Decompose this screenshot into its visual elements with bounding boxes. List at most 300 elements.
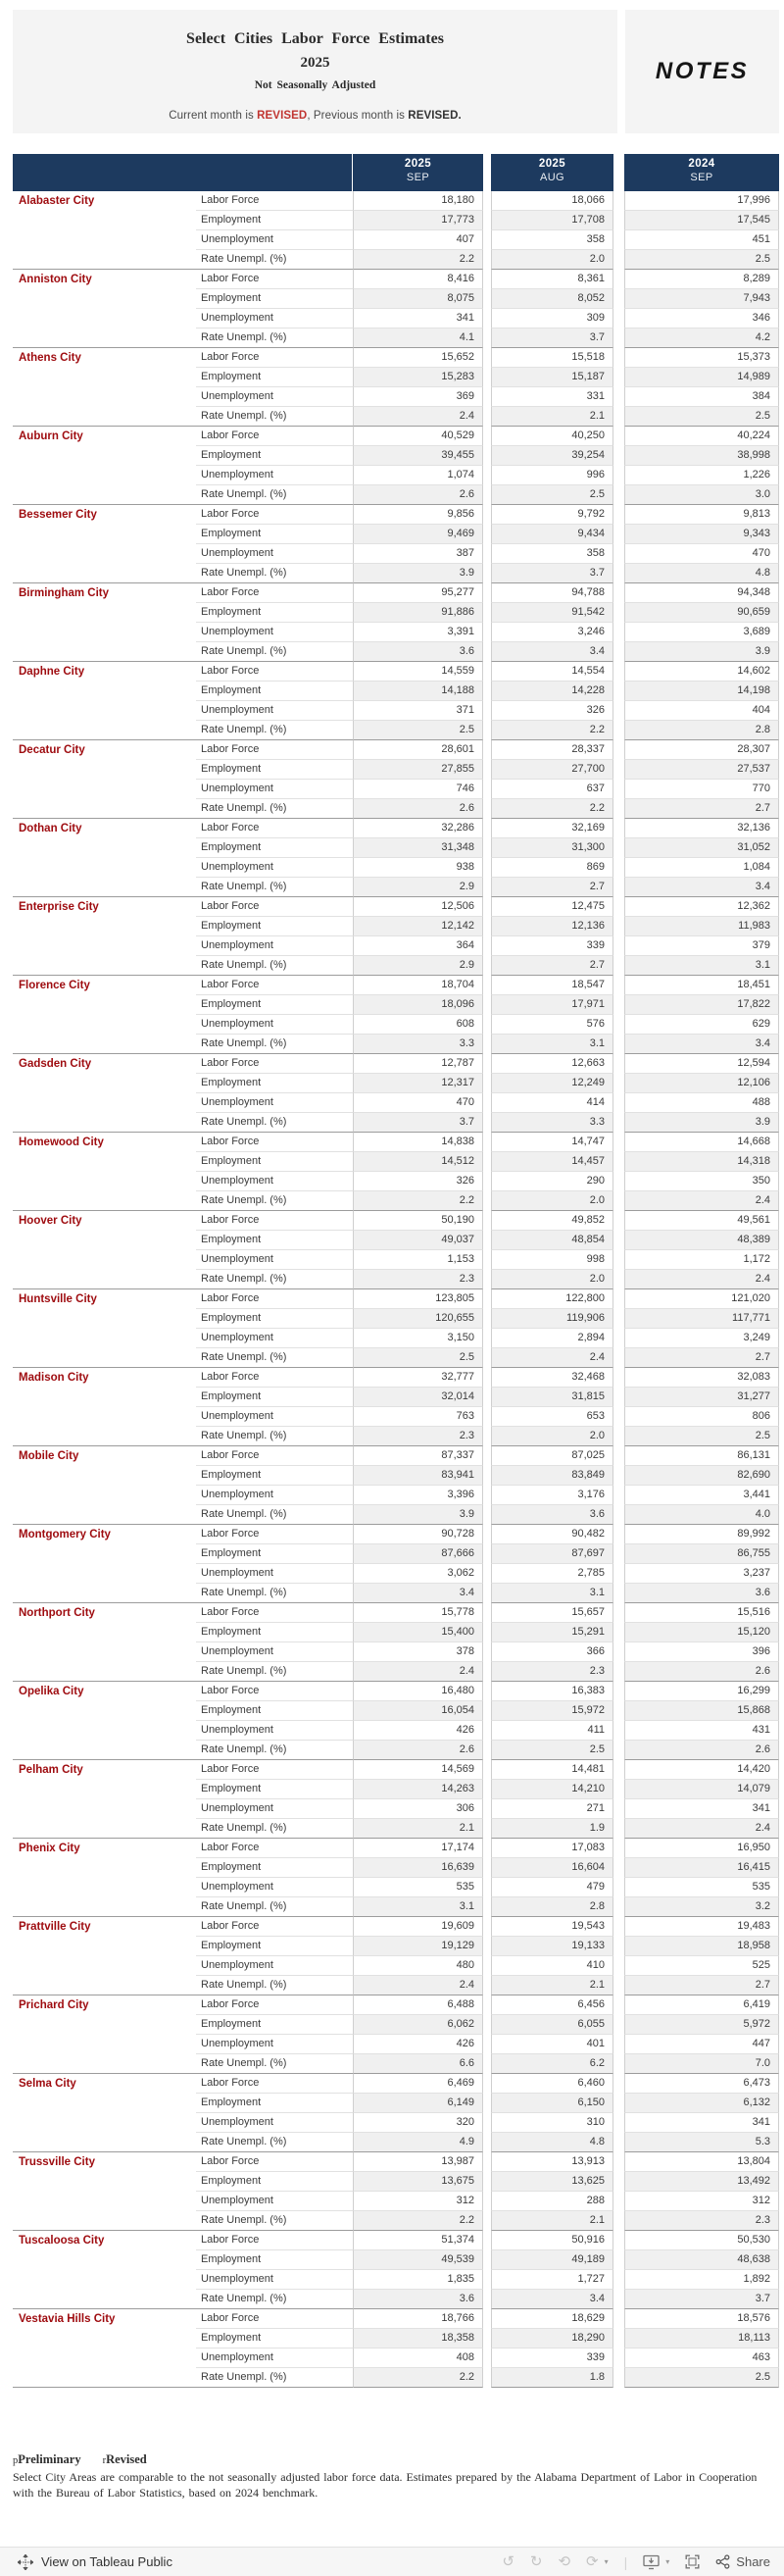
value-cell[interactable]: 1,892 [624, 2270, 779, 2290]
metric-label[interactable]: Unemployment [196, 1015, 353, 1035]
value-cell[interactable]: 576 [491, 1015, 613, 1035]
value-cell[interactable]: 16,383 [491, 1682, 613, 1701]
value-cell[interactable]: 14,512 [353, 1152, 483, 1172]
metric-label[interactable]: Labor Force [196, 191, 353, 211]
metric-label[interactable]: Unemployment [196, 1721, 353, 1741]
value-cell[interactable]: 12,663 [491, 1054, 613, 1074]
value-cell[interactable]: 19,609 [353, 1917, 483, 1937]
value-cell[interactable]: 14,481 [491, 1760, 613, 1780]
value-cell[interactable]: 1,226 [624, 466, 779, 485]
value-cell[interactable]: 18,358 [353, 2329, 483, 2349]
value-cell[interactable]: 1,153 [353, 1250, 483, 1270]
value-cell[interactable]: 16,604 [491, 1858, 613, 1878]
value-cell[interactable]: 379 [624, 936, 779, 956]
value-cell[interactable]: 6,488 [353, 1995, 483, 2015]
value-cell[interactable]: 2,785 [491, 1564, 613, 1584]
value-cell[interactable]: 1,727 [491, 2270, 613, 2290]
value-cell[interactable]: 14,602 [624, 662, 779, 682]
value-cell[interactable]: 11,983 [624, 917, 779, 936]
metric-label[interactable]: Rate Unempl. (%) [196, 2211, 353, 2231]
value-cell[interactable]: 18,629 [491, 2309, 613, 2329]
value-cell[interactable]: 2.4 [353, 407, 483, 427]
city-name[interactable]: Alabaster City [13, 191, 196, 270]
value-cell[interactable]: 3.7 [491, 328, 613, 348]
value-cell[interactable]: 40,529 [353, 427, 483, 446]
value-cell[interactable]: 407 [353, 230, 483, 250]
metric-label[interactable]: Rate Unempl. (%) [196, 564, 353, 583]
metric-label[interactable]: Rate Unempl. (%) [196, 1348, 353, 1368]
value-cell[interactable]: 2.5 [491, 1741, 613, 1760]
value-cell[interactable]: 12,136 [491, 917, 613, 936]
metric-label[interactable]: Labor Force [196, 1133, 353, 1152]
value-cell[interactable]: 14,668 [624, 1133, 779, 1152]
value-cell[interactable]: 32,468 [491, 1368, 613, 1388]
value-cell[interactable]: 15,868 [624, 1701, 779, 1721]
value-cell[interactable]: 341 [353, 309, 483, 328]
value-cell[interactable]: 15,657 [491, 1603, 613, 1623]
value-cell[interactable]: 18,958 [624, 1937, 779, 1956]
value-cell[interactable]: 27,855 [353, 760, 483, 780]
metric-label[interactable]: Unemployment [196, 544, 353, 564]
value-cell[interactable]: 50,530 [624, 2231, 779, 2250]
value-cell[interactable]: 3.9 [353, 1505, 483, 1525]
value-cell[interactable]: 3.9 [624, 642, 779, 662]
value-cell[interactable]: 14,420 [624, 1760, 779, 1780]
metric-label[interactable]: Rate Unempl. (%) [196, 878, 353, 897]
value-cell[interactable]: 366 [491, 1642, 613, 1662]
value-cell[interactable]: 447 [624, 2035, 779, 2054]
value-cell[interactable]: 339 [491, 936, 613, 956]
value-cell[interactable]: 410 [491, 1956, 613, 1976]
metric-label[interactable]: Unemployment [196, 1486, 353, 1505]
download-caret-icon[interactable]: ▾ [665, 2557, 670, 2566]
value-cell[interactable]: 15,187 [491, 368, 613, 387]
value-cell[interactable]: 411 [491, 1721, 613, 1741]
value-cell[interactable]: 2.0 [491, 250, 613, 270]
value-cell[interactable]: 326 [491, 701, 613, 721]
value-cell[interactable]: 387 [353, 544, 483, 564]
value-cell[interactable]: 350 [624, 1172, 779, 1191]
value-cell[interactable]: 31,052 [624, 838, 779, 858]
metric-label[interactable]: Unemployment [196, 2270, 353, 2290]
value-cell[interactable]: 8,075 [353, 289, 483, 309]
metric-label[interactable]: Employment [196, 682, 353, 701]
value-cell[interactable]: 27,700 [491, 760, 613, 780]
metric-label[interactable]: Employment [196, 2015, 353, 2035]
value-cell[interactable]: 90,728 [353, 1525, 483, 1544]
value-cell[interactable]: 326 [353, 1172, 483, 1191]
value-cell[interactable]: 2.6 [624, 1662, 779, 1682]
city-name[interactable]: Prattville City [13, 1917, 196, 1995]
value-cell[interactable]: 15,972 [491, 1701, 613, 1721]
value-cell[interactable]: 9,469 [353, 525, 483, 544]
city-name[interactable]: Enterprise City [13, 897, 196, 976]
fullscreen-button[interactable] [685, 2554, 700, 2569]
metric-label[interactable]: Labor Force [196, 1525, 353, 1544]
metric-label[interactable]: Labor Force [196, 2309, 353, 2329]
value-cell[interactable]: 6,132 [624, 2094, 779, 2113]
value-cell[interactable]: 3.7 [491, 564, 613, 583]
metric-label[interactable]: Employment [196, 1466, 353, 1486]
value-cell[interactable]: 2.5 [624, 407, 779, 427]
value-cell[interactable]: 5.3 [624, 2133, 779, 2152]
value-cell[interactable]: 15,778 [353, 1603, 483, 1623]
metric-label[interactable]: Labor Force [196, 505, 353, 525]
value-cell[interactable]: 339 [491, 2349, 613, 2368]
value-cell[interactable]: 8,361 [491, 270, 613, 289]
value-cell[interactable]: 2.4 [353, 1662, 483, 1682]
city-name[interactable]: Athens City [13, 348, 196, 427]
value-cell[interactable]: 14,188 [353, 682, 483, 701]
metric-label[interactable]: Labor Force [196, 976, 353, 995]
value-cell[interactable]: 341 [624, 1799, 779, 1819]
value-cell[interactable]: 6,473 [624, 2074, 779, 2094]
value-cell[interactable]: 14,457 [491, 1152, 613, 1172]
value-cell[interactable]: 15,652 [353, 348, 483, 368]
metric-label[interactable]: Labor Force [196, 427, 353, 446]
value-cell[interactable]: 763 [353, 1407, 483, 1427]
city-name[interactable]: Gadsden City [13, 1054, 196, 1133]
value-cell[interactable]: 3.1 [491, 1035, 613, 1054]
value-cell[interactable]: 806 [624, 1407, 779, 1427]
metric-label[interactable]: Unemployment [196, 936, 353, 956]
value-cell[interactable]: 2.8 [491, 1897, 613, 1917]
value-cell[interactable]: 18,766 [353, 2309, 483, 2329]
value-cell[interactable]: 14,263 [353, 1780, 483, 1799]
value-cell[interactable]: 49,539 [353, 2250, 483, 2270]
value-cell[interactable]: 48,854 [491, 1231, 613, 1250]
value-cell[interactable]: 535 [353, 1878, 483, 1897]
value-cell[interactable]: 13,492 [624, 2172, 779, 2192]
value-cell[interactable]: 312 [624, 2192, 779, 2211]
value-cell[interactable]: 28,601 [353, 740, 483, 760]
value-cell[interactable]: 14,838 [353, 1133, 483, 1152]
metric-label[interactable]: Employment [196, 289, 353, 309]
metric-label[interactable]: Unemployment [196, 780, 353, 799]
value-cell[interactable]: 2.2 [353, 250, 483, 270]
metric-label[interactable]: Rate Unempl. (%) [196, 1427, 353, 1446]
metric-label[interactable]: Rate Unempl. (%) [196, 1819, 353, 1839]
value-cell[interactable]: 637 [491, 780, 613, 799]
metric-label[interactable]: Rate Unempl. (%) [196, 1976, 353, 1995]
value-cell[interactable]: 371 [353, 701, 483, 721]
value-cell[interactable]: 369 [353, 387, 483, 407]
metric-label[interactable]: Employment [196, 1780, 353, 1799]
value-cell[interactable]: 31,277 [624, 1388, 779, 1407]
value-cell[interactable]: 3.9 [353, 564, 483, 583]
metric-label[interactable]: Rate Unempl. (%) [196, 2133, 353, 2152]
value-cell[interactable]: 869 [491, 858, 613, 878]
metric-label[interactable]: Employment [196, 1858, 353, 1878]
value-cell[interactable]: 2.5 [624, 1427, 779, 1446]
value-cell[interactable]: 364 [353, 936, 483, 956]
metric-label[interactable]: Unemployment [196, 1250, 353, 1270]
metric-label[interactable]: Unemployment [196, 2349, 353, 2368]
metric-label[interactable]: Employment [196, 1937, 353, 1956]
value-cell[interactable]: 3.1 [491, 1584, 613, 1603]
value-cell[interactable]: 14,318 [624, 1152, 779, 1172]
value-cell[interactable]: 2.5 [353, 1348, 483, 1368]
city-name[interactable]: Opelika City [13, 1682, 196, 1760]
value-cell[interactable]: 2.7 [624, 1976, 779, 1995]
metric-label[interactable]: Labor Force [196, 662, 353, 682]
value-cell[interactable]: 17,822 [624, 995, 779, 1015]
value-cell[interactable]: 119,906 [491, 1309, 613, 1329]
value-cell[interactable]: 470 [624, 544, 779, 564]
metric-label[interactable]: Unemployment [196, 858, 353, 878]
value-cell[interactable]: 49,561 [624, 1211, 779, 1231]
value-cell[interactable]: 6,419 [624, 1995, 779, 2015]
metric-label[interactable]: Unemployment [196, 2113, 353, 2133]
refresh-button[interactable]: ⟳ [586, 2553, 599, 2570]
value-cell[interactable]: 18,066 [491, 191, 613, 211]
value-cell[interactable]: 2.0 [491, 1270, 613, 1289]
value-cell[interactable]: 401 [491, 2035, 613, 2054]
metric-label[interactable]: Rate Unempl. (%) [196, 250, 353, 270]
redo-button[interactable]: ↻ [529, 2553, 543, 2570]
value-cell[interactable]: 17,708 [491, 211, 613, 230]
value-cell[interactable]: 6.2 [491, 2054, 613, 2074]
value-cell[interactable]: 27,537 [624, 760, 779, 780]
metric-label[interactable]: Unemployment [196, 230, 353, 250]
value-cell[interactable]: 12,475 [491, 897, 613, 917]
value-cell[interactable]: 32,083 [624, 1368, 779, 1388]
city-name[interactable]: Tuscaloosa City [13, 2231, 196, 2309]
metric-label[interactable]: Rate Unempl. (%) [196, 1584, 353, 1603]
value-cell[interactable]: 38,998 [624, 446, 779, 466]
metric-label[interactable]: Unemployment [196, 1407, 353, 1427]
value-cell[interactable]: 14,228 [491, 682, 613, 701]
value-cell[interactable]: 14,554 [491, 662, 613, 682]
city-name[interactable]: Prichard City [13, 1995, 196, 2074]
metric-label[interactable]: Labor Force [196, 1839, 353, 1858]
value-cell[interactable]: 1,172 [624, 1250, 779, 1270]
city-name[interactable]: Montgomery City [13, 1525, 196, 1603]
metric-label[interactable]: Unemployment [196, 387, 353, 407]
value-cell[interactable]: 2.6 [353, 485, 483, 505]
value-cell[interactable]: 2.7 [624, 1348, 779, 1368]
city-name[interactable]: Vestavia Hills City [13, 2309, 196, 2388]
metric-label[interactable]: Labor Force [196, 1368, 353, 1388]
value-cell[interactable]: 94,348 [624, 583, 779, 603]
value-cell[interactable]: 31,300 [491, 838, 613, 858]
value-cell[interactable]: 18,180 [353, 191, 483, 211]
value-cell[interactable]: 1,835 [353, 2270, 483, 2290]
column-header-2025-sep[interactable] [353, 154, 483, 191]
value-cell[interactable]: 28,337 [491, 740, 613, 760]
value-cell[interactable]: 2.4 [624, 1819, 779, 1839]
metric-label[interactable]: Labor Force [196, 1054, 353, 1074]
metric-label[interactable]: Employment [196, 917, 353, 936]
value-cell[interactable]: 14,198 [624, 682, 779, 701]
city-name[interactable]: Anniston City [13, 270, 196, 348]
value-cell[interactable]: 90,482 [491, 1525, 613, 1544]
value-cell[interactable]: 6,460 [491, 2074, 613, 2094]
value-cell[interactable]: 3,396 [353, 1486, 483, 1505]
value-cell[interactable]: 535 [624, 1878, 779, 1897]
metric-label[interactable]: Employment [196, 760, 353, 780]
value-cell[interactable]: 31,348 [353, 838, 483, 858]
value-cell[interactable]: 2.5 [353, 721, 483, 740]
value-cell[interactable]: 17,545 [624, 211, 779, 230]
value-cell[interactable]: 13,804 [624, 2152, 779, 2172]
value-cell[interactable]: 426 [353, 2035, 483, 2054]
value-cell[interactable]: 17,773 [353, 211, 483, 230]
value-cell[interactable]: 15,291 [491, 1623, 613, 1642]
value-cell[interactable]: 32,777 [353, 1368, 483, 1388]
value-cell[interactable]: 9,856 [353, 505, 483, 525]
metric-label[interactable]: Employment [196, 1231, 353, 1250]
value-cell[interactable]: 2.7 [491, 956, 613, 976]
metric-label[interactable]: Employment [196, 368, 353, 387]
metric-label[interactable]: Employment [196, 2329, 353, 2349]
metric-label[interactable]: Employment [196, 1544, 353, 1564]
value-cell[interactable]: 83,941 [353, 1466, 483, 1486]
value-cell[interactable]: 14,747 [491, 1133, 613, 1152]
value-cell[interactable]: 31,815 [491, 1388, 613, 1407]
value-cell[interactable]: 12,787 [353, 1054, 483, 1074]
value-cell[interactable]: 608 [353, 1015, 483, 1035]
metric-label[interactable]: Labor Force [196, 1446, 353, 1466]
metric-label[interactable]: Rate Unempl. (%) [196, 1662, 353, 1682]
city-name[interactable]: Dothan City [13, 819, 196, 897]
value-cell[interactable]: 7,943 [624, 289, 779, 309]
undo-button[interactable]: ↺ [502, 2553, 514, 2570]
value-cell[interactable]: 1.8 [491, 2368, 613, 2388]
value-cell[interactable]: 17,971 [491, 995, 613, 1015]
value-cell[interactable]: 91,542 [491, 603, 613, 623]
value-cell[interactable]: 90,659 [624, 603, 779, 623]
value-cell[interactable]: 4.9 [353, 2133, 483, 2152]
metric-label[interactable]: Rate Unempl. (%) [196, 407, 353, 427]
metric-label[interactable]: Employment [196, 1309, 353, 1329]
value-cell[interactable]: 746 [353, 780, 483, 799]
metric-label[interactable]: Rate Unempl. (%) [196, 642, 353, 662]
value-cell[interactable]: 86,131 [624, 1446, 779, 1466]
value-cell[interactable]: 14,989 [624, 368, 779, 387]
value-cell[interactable]: 12,317 [353, 1074, 483, 1093]
value-cell[interactable]: 488 [624, 1093, 779, 1113]
value-cell[interactable]: 18,113 [624, 2329, 779, 2349]
value-cell[interactable]: 9,343 [624, 525, 779, 544]
value-cell[interactable]: 15,516 [624, 1603, 779, 1623]
value-cell[interactable]: 8,289 [624, 270, 779, 289]
metric-label[interactable]: Unemployment [196, 2035, 353, 2054]
value-cell[interactable]: 3.6 [491, 1505, 613, 1525]
value-cell[interactable]: 341 [624, 2113, 779, 2133]
value-cell[interactable]: 1.9 [491, 1819, 613, 1839]
metric-label[interactable]: Labor Force [196, 2152, 353, 2172]
metric-label[interactable]: Labor Force [196, 819, 353, 838]
metric-label[interactable]: Unemployment [196, 2192, 353, 2211]
value-cell[interactable]: 9,434 [491, 525, 613, 544]
value-cell[interactable]: 2.4 [624, 1270, 779, 1289]
value-cell[interactable]: 2.1 [491, 407, 613, 427]
value-cell[interactable]: 15,373 [624, 348, 779, 368]
metric-label[interactable]: Labor Force [196, 1682, 353, 1701]
value-cell[interactable]: 89,992 [624, 1525, 779, 1544]
value-cell[interactable]: 2.4 [491, 1348, 613, 1368]
metric-label[interactable]: Employment [196, 603, 353, 623]
download-button[interactable] [643, 2554, 660, 2570]
value-cell[interactable]: 3.4 [491, 2290, 613, 2309]
value-cell[interactable]: 12,142 [353, 917, 483, 936]
value-cell[interactable]: 426 [353, 1721, 483, 1741]
value-cell[interactable]: 2.5 [491, 485, 613, 505]
value-cell[interactable]: 13,675 [353, 2172, 483, 2192]
value-cell[interactable]: 6.6 [353, 2054, 483, 2074]
value-cell[interactable]: 16,480 [353, 1682, 483, 1701]
value-cell[interactable]: 7.0 [624, 2054, 779, 2074]
value-cell[interactable]: 998 [491, 1250, 613, 1270]
city-name[interactable]: Mobile City [13, 1446, 196, 1525]
value-cell[interactable]: 39,254 [491, 446, 613, 466]
city-name[interactable]: Huntsville City [13, 1289, 196, 1368]
metric-label[interactable]: Rate Unempl. (%) [196, 721, 353, 740]
metric-label[interactable]: Unemployment [196, 466, 353, 485]
value-cell[interactable]: 4.8 [491, 2133, 613, 2152]
value-cell[interactable]: 82,690 [624, 1466, 779, 1486]
value-cell[interactable]: 3.4 [491, 642, 613, 662]
value-cell[interactable]: 3,062 [353, 1564, 483, 1584]
value-cell[interactable]: 19,543 [491, 1917, 613, 1937]
metric-label[interactable]: Employment [196, 1388, 353, 1407]
value-cell[interactable]: 3,237 [624, 1564, 779, 1584]
value-cell[interactable]: 290 [491, 1172, 613, 1191]
view-on-tableau-public-link[interactable] [0, 2554, 172, 2570]
value-cell[interactable]: 288 [491, 2192, 613, 2211]
value-cell[interactable]: 14,210 [491, 1780, 613, 1799]
value-cell[interactable]: 40,224 [624, 427, 779, 446]
value-cell[interactable]: 2.7 [624, 799, 779, 819]
metric-label[interactable]: Unemployment [196, 1329, 353, 1348]
value-cell[interactable]: 3.1 [353, 1897, 483, 1917]
value-cell[interactable]: 2.3 [353, 1427, 483, 1446]
city-name[interactable]: Pelham City [13, 1760, 196, 1839]
value-cell[interactable]: 48,389 [624, 1231, 779, 1250]
metric-label[interactable]: Employment [196, 446, 353, 466]
value-cell[interactable]: 50,916 [491, 2231, 613, 2250]
value-cell[interactable]: 4.8 [624, 564, 779, 583]
value-cell[interactable]: 12,362 [624, 897, 779, 917]
value-cell[interactable]: 2.3 [353, 1270, 483, 1289]
value-cell[interactable]: 48,638 [624, 2250, 779, 2270]
value-cell[interactable]: 87,697 [491, 1544, 613, 1564]
value-cell[interactable]: 94,788 [491, 583, 613, 603]
metric-label[interactable]: Rate Unempl. (%) [196, 1191, 353, 1211]
metric-label[interactable]: Rate Unempl. (%) [196, 2290, 353, 2309]
value-cell[interactable]: 32,286 [353, 819, 483, 838]
metric-label[interactable]: Employment [196, 1074, 353, 1093]
value-cell[interactable]: 2.6 [624, 1741, 779, 1760]
metric-label[interactable]: Rate Unempl. (%) [196, 1270, 353, 1289]
metric-label[interactable]: Labor Force [196, 2074, 353, 2094]
metric-label[interactable]: Rate Unempl. (%) [196, 2054, 353, 2074]
metric-label[interactable]: Rate Unempl. (%) [196, 1741, 353, 1760]
value-cell[interactable]: 18,547 [491, 976, 613, 995]
value-cell[interactable]: 2.2 [353, 1191, 483, 1211]
metric-label[interactable]: Labor Force [196, 583, 353, 603]
value-cell[interactable]: 770 [624, 780, 779, 799]
metric-label[interactable]: Labor Force [196, 1211, 353, 1231]
value-cell[interactable]: 2.0 [491, 1191, 613, 1211]
value-cell[interactable]: 3,689 [624, 623, 779, 642]
value-cell[interactable]: 15,283 [353, 368, 483, 387]
value-cell[interactable]: 50,190 [353, 1211, 483, 1231]
value-cell[interactable]: 28,307 [624, 740, 779, 760]
value-cell[interactable]: 95,277 [353, 583, 483, 603]
value-cell[interactable]: 3.6 [353, 2290, 483, 2309]
